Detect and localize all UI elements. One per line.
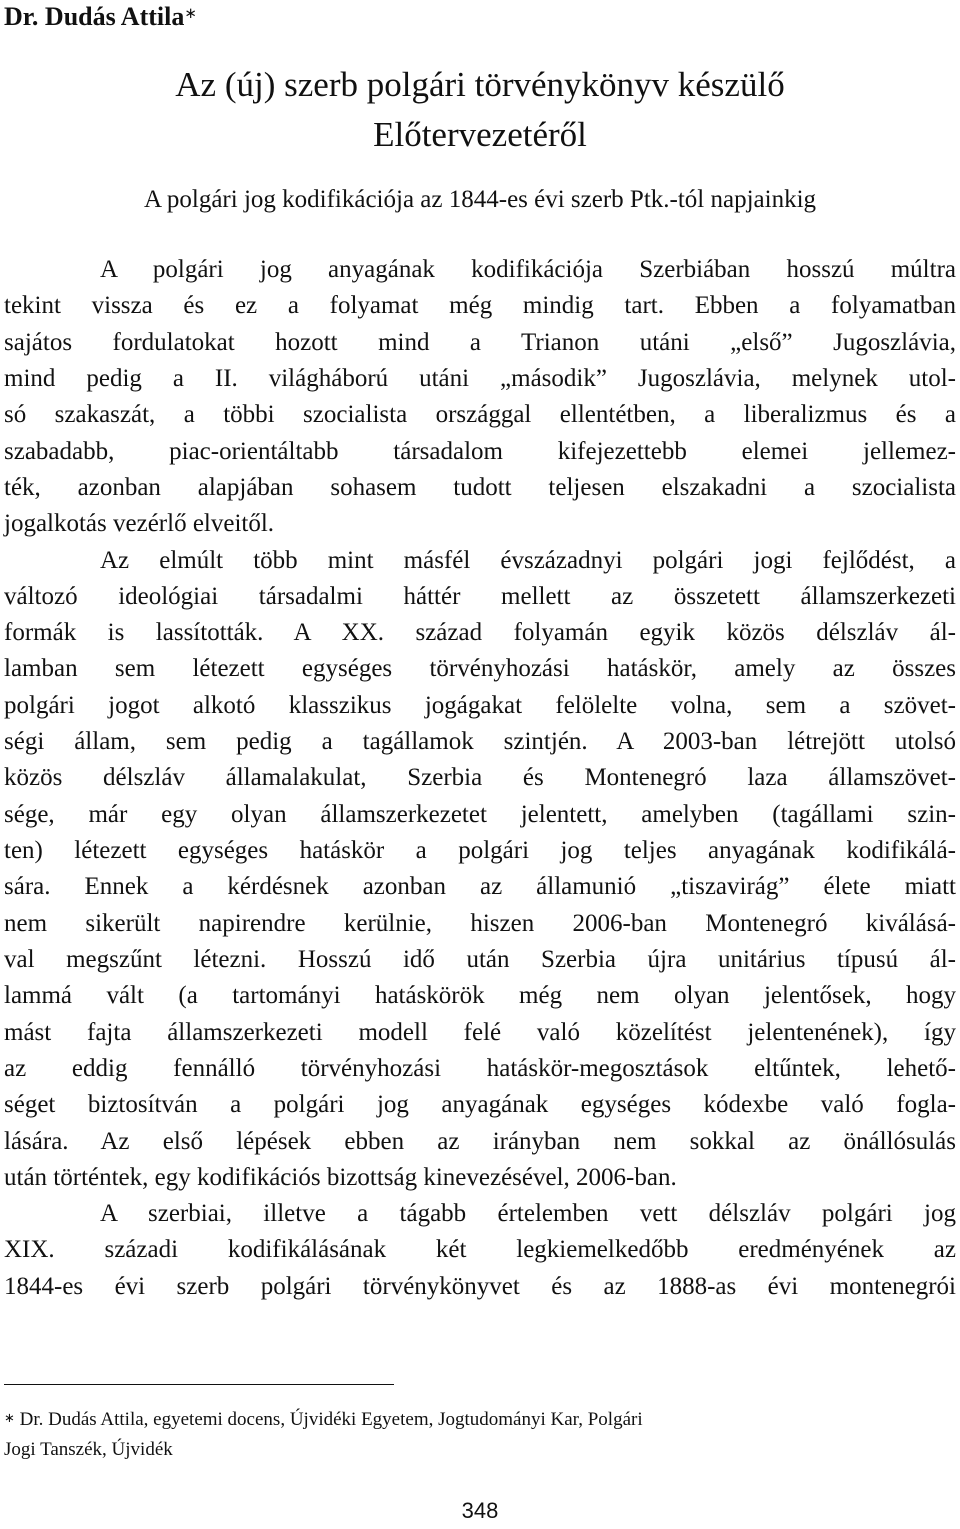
body-text xyxy=(4,252,956,1305)
body-line: sajátos fordulatokat hozott mind a Trianon utáni „első” Jugoszlávia, xyxy=(4,328,956,356)
body-line: ségi állam, sem pedig a tagállamok szintjén. A 2003-ban létrejött utolsó xyxy=(4,728,956,756)
footnote-mark: ∗ xyxy=(4,1410,15,1425)
body-line: ték, azonban alapjában sohasem tudott teljesen elszakadni a szocialista xyxy=(4,473,956,501)
author-name xyxy=(4,2,197,32)
body-line: XIX. századi kodifikálásának két legkiemelkedőbb eredményének az xyxy=(4,1236,956,1264)
body-line: ten) létezett egységes hatáskör a polgári jog teljes anyagának kodifikálá- xyxy=(4,837,956,864)
body-line: változó ideológiai társadalmi háttér mellett az összetett államszerkezeti xyxy=(4,582,956,610)
author-name-text: Dr. Dudás Attila xyxy=(4,2,185,31)
body-line: formák is lassították. A XX. század folyamán egyik közös délszláv ál- xyxy=(4,619,956,647)
body-line: után történtek, egy kodifikációs bizottság kinevezésével, 2006-ban. xyxy=(4,1163,677,1191)
body-line: 1844-es évi szerb polgári törvénykönyvet és az 1888-as évi montenegrói xyxy=(4,1272,956,1300)
footnote xyxy=(4,1405,956,1465)
footnote-text-1: Dr. Dudás Attila, egyetemi docens, Újvidéki Egyetem, Jogtudományi Kar, Polgári xyxy=(14,1409,643,1430)
body-line: Az elmúlt több mint másfél évszázadnyi polgári jogi fejlődést, a xyxy=(100,546,956,574)
body-line: sára. Ennek a kérdésnek azonban az államunió „tiszavirág” élete miatt xyxy=(4,873,956,901)
page-number: 348 xyxy=(461,1498,499,1523)
body-line: séget biztosítván a polgári jog anyagának egységes kódexbe való fogla- xyxy=(4,1091,956,1119)
body-line: tekint vissza és ez a folyamat még mindig tart. Ebben a folyamatban xyxy=(4,292,956,320)
body-line: val megszűnt létezni. Hosszú idő után Szerbia újra unitárius típusú ál- xyxy=(4,945,956,973)
body-line: A polgári jog anyagának kodifikációja Szerbiában hosszú múltra xyxy=(100,256,956,283)
footnote-line xyxy=(4,1435,956,1465)
footnote-text-2: Jogi Tanszék, Újvidék xyxy=(4,1439,173,1460)
footnote-line xyxy=(4,1405,956,1435)
author-footnote-mark: ∗ xyxy=(184,6,197,22)
body-line: A szerbiai, illetve a tágabb értelemben vett délszláv polgári jog xyxy=(100,1200,956,1228)
body-line: közös délszláv államalakulat, Szerbia és Montenegró laza államszövet- xyxy=(4,764,956,792)
body-line: só szakaszát, a többi szocialista országgal ellentétben, a liberalizmus és a xyxy=(4,401,956,429)
article-title-line-1: Az (új) szerb polgári törvénykönyv készülő xyxy=(175,65,785,104)
article-title-line-2: Előtervezetéről xyxy=(373,115,587,154)
body-line: lamban sem létezett egységes törvényhozási hatáskör, amely az összes xyxy=(4,655,956,683)
body-line: nem sikerült napirendre kerülnie, hiszen 2006-ban Montenegró kiválásá- xyxy=(4,909,956,937)
body-line: mind pedig a II. világháború utáni „második” Jugoszlávia, melynek utol- xyxy=(4,364,956,392)
body-line: lammá vált (a tartományi hatáskörök még nem olyan jelentősek, hogy xyxy=(4,982,956,1010)
body-line: polgári jogot alkotó klasszikus jogágakat felölelte volna, sem a szövet- xyxy=(4,691,956,719)
section-subtitle: A polgári jog kodifikációja az 1844-es évi szerb Ptk.-tól napjainkig xyxy=(143,186,817,213)
body-line: jogalkotás vezérlő elveitől. xyxy=(4,510,275,538)
body-line: mást fajta államszerkezeti modell felé való közelítést jelentenének), így xyxy=(4,1018,956,1046)
body-line: sége, már egy olyan államszerkezetet jelentett, amelyben (tagállami szin- xyxy=(4,800,956,828)
body-line: lására. Az első lépések ebben az irányban nem sokkal az önállósulás xyxy=(4,1127,956,1155)
footnote-divider xyxy=(4,1384,394,1385)
body-line: szabadabb, piac-orientáltabb társadalom kifejezettebb elemei jellemez- xyxy=(4,437,956,465)
body-line: az eddig fennálló törvényhozási hatáskör-megosztások eltűntek, lehető- xyxy=(4,1054,956,1082)
